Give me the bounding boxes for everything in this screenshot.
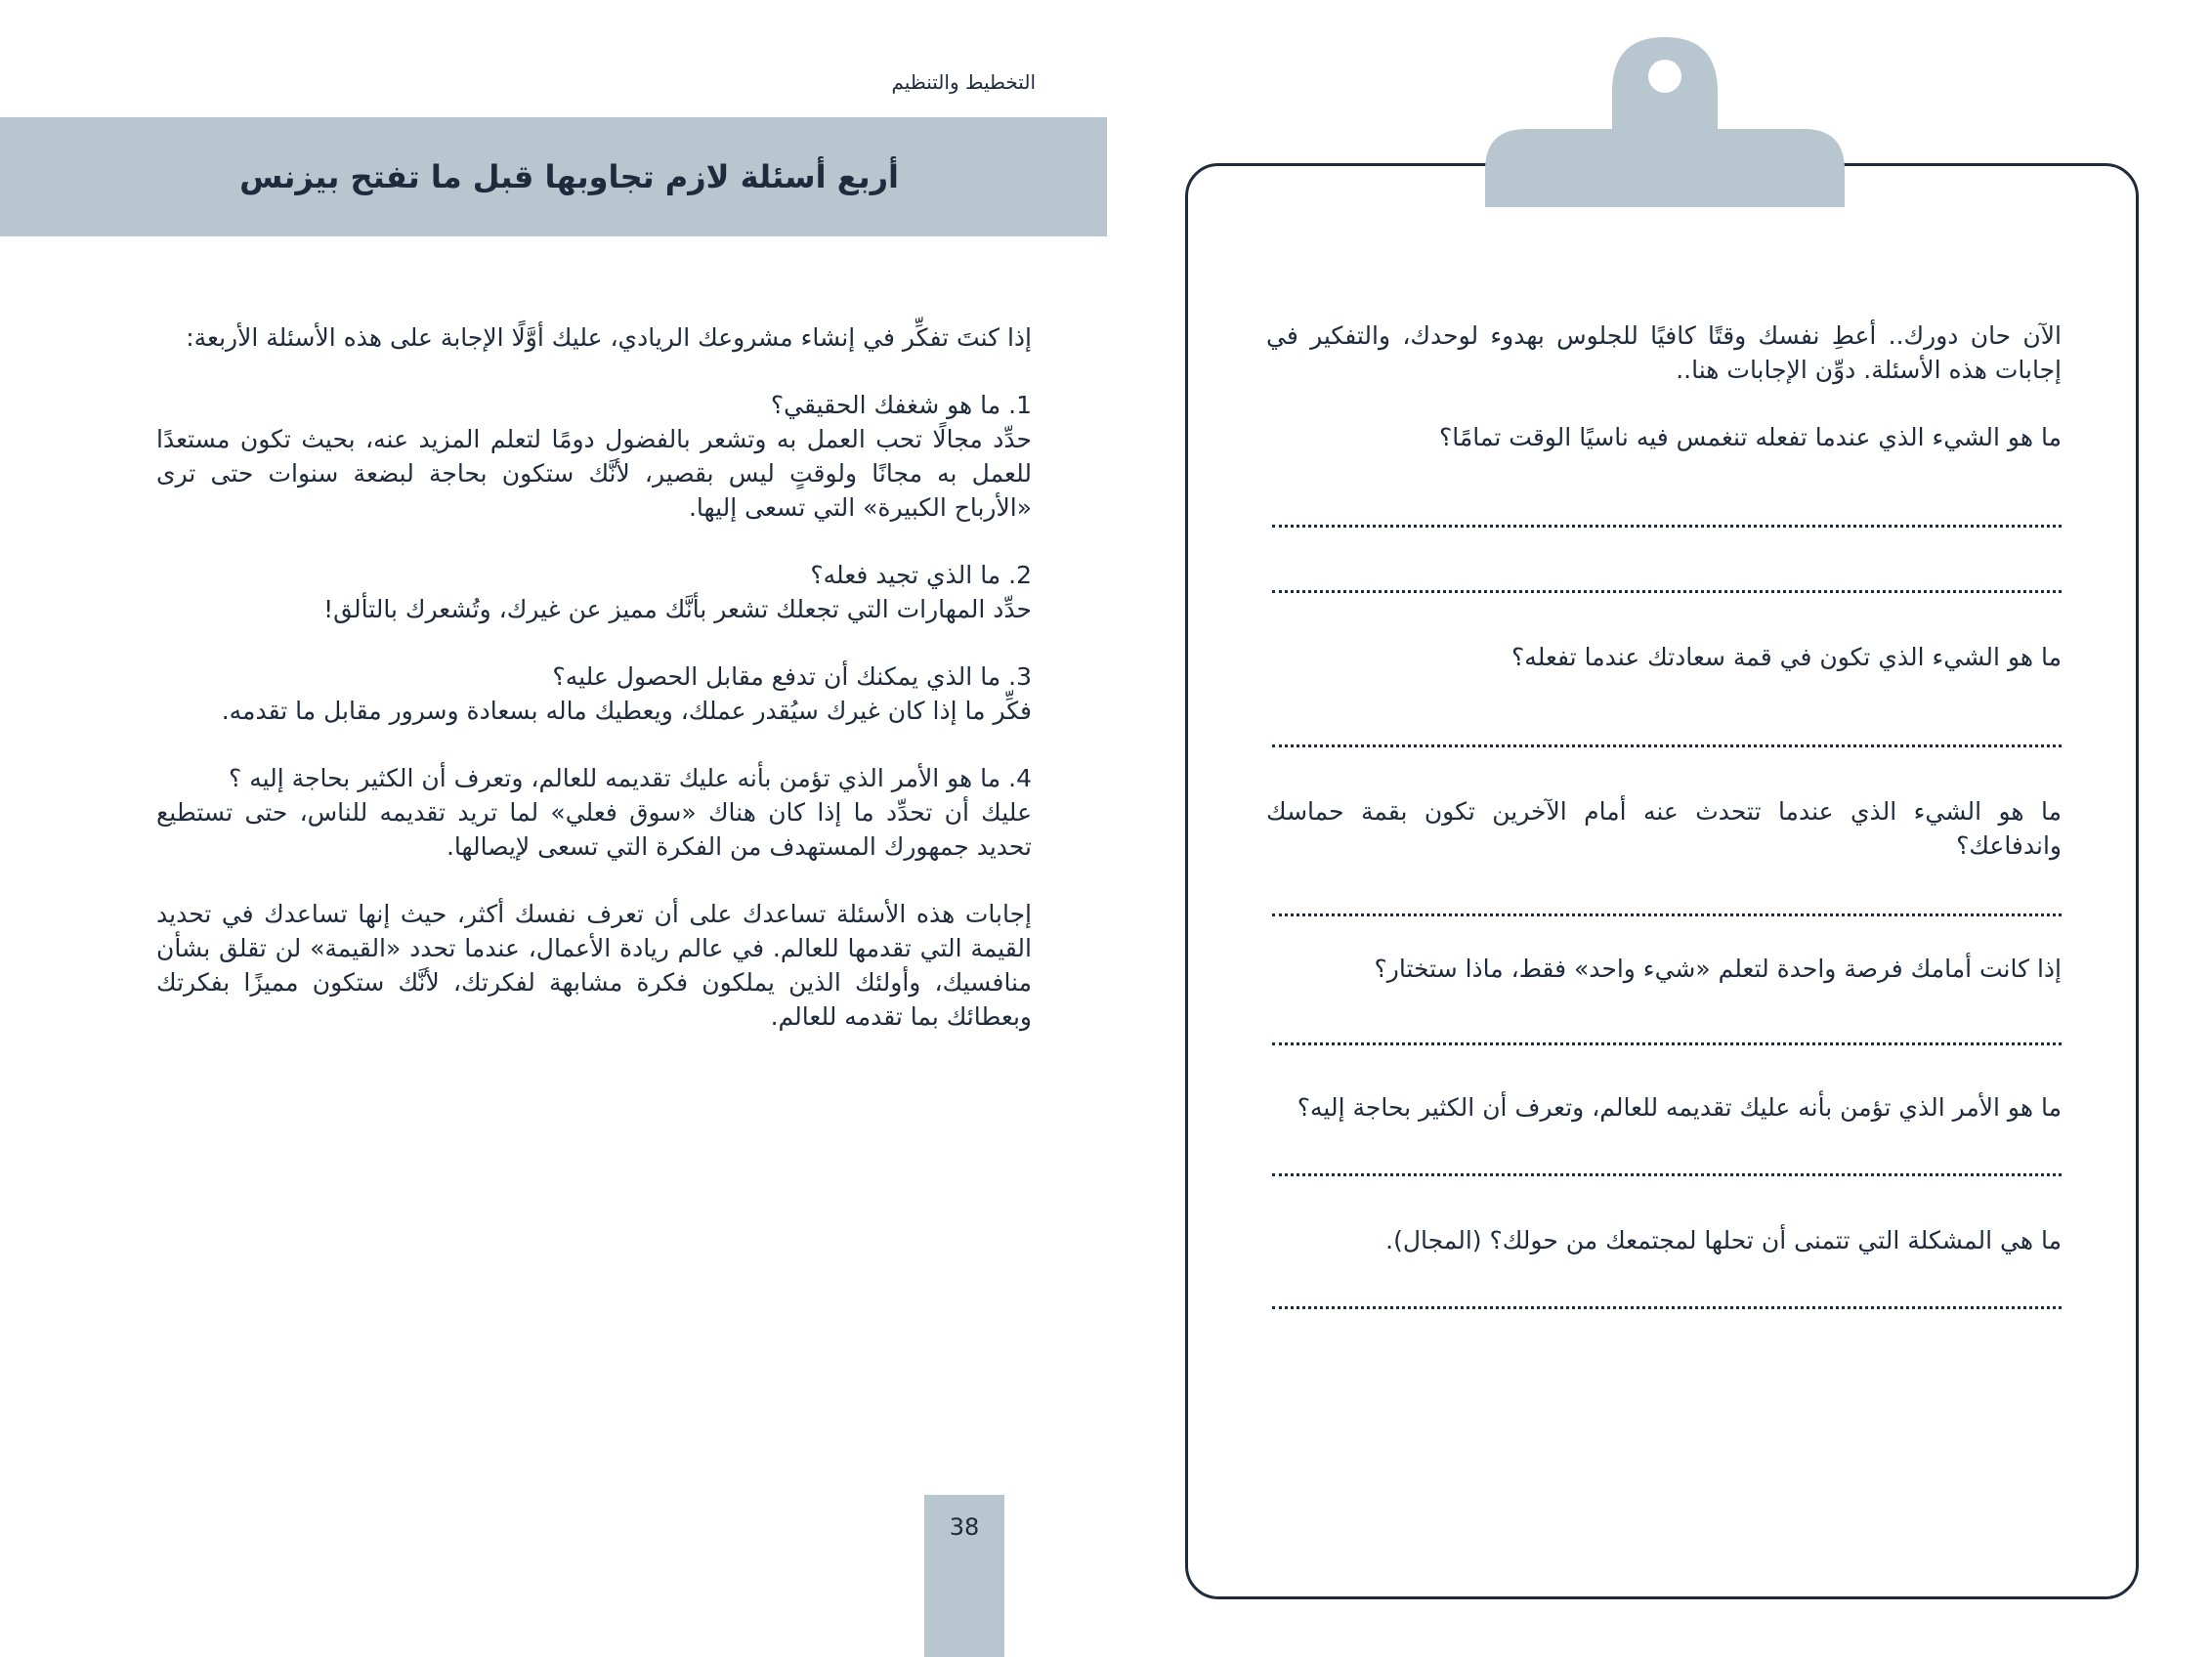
worksheet xyxy=(1266,319,2062,1309)
page-title: أربع أسئلة لازم تجاوبها قبل ما تفتح بيزنس xyxy=(239,158,899,195)
article-body xyxy=(156,320,1032,1067)
question-title-2: 2. ما الذي تجيد فعله؟ xyxy=(810,561,1032,589)
page-number: 38 xyxy=(924,1495,1004,1657)
title-band xyxy=(0,117,1107,236)
section-label: التخطيط والتنظيم xyxy=(891,70,1036,94)
question-body-1: حدِّد مجالًا تحب العمل به وتشعر بالفضول دومًا لتعلم المزيد عنه، بحيث تكون مستعدًا للعمل به مجانًا ولوقتٍ ليس بقصير، لأنَّك ستكون بحاجة لبضعة سنوات حتى ترى «الأرباح الكبيرة» التي تسعى إليها. xyxy=(156,425,1032,522)
answer-line-6[interactable] xyxy=(1272,1306,2062,1309)
answer-line-2[interactable] xyxy=(1272,744,2062,747)
question-body-2: حدِّد المهارات التي تجعلك تشعر بأنَّك مميز عن غيرك، وتُشعرك بالتألق! xyxy=(323,595,1032,623)
question-title-3: 3. ما الذي يمكنك أن تدفع مقابل الحصول عليه؟ xyxy=(552,662,1032,691)
answer-line-4[interactable] xyxy=(1272,1042,2062,1045)
intro-paragraph: إذا كنتَ تفكِّر في إنشاء مشروعك الريادي، عليك أوَّلًا الإجابة على هذه الأسئلة الأربعة: xyxy=(186,323,1032,352)
question-body-3: فكِّر ما إذا كان غيرك سيُقدر عملك، ويعطيك ماله بسعادة وسرور مقابل ما تقدمه. xyxy=(221,697,1032,725)
answer-line-1a[interactable] xyxy=(1272,525,2062,528)
question-block-3 xyxy=(156,659,1032,728)
question-block-1 xyxy=(156,388,1032,525)
clipboard-clip-icon xyxy=(1485,23,1845,207)
answer-line-1b[interactable] xyxy=(1272,590,2062,593)
question-body-4: عليك أن تحدِّد ما إذا كان هناك «سوق فعلي» لما تريد تقديمه للناس، حتى تستطيع تحديد جمهورك المستهدف من الفكرة التي تسعى لإيصالها. xyxy=(156,798,1032,861)
worksheet-question-5: ما هو الأمر الذي تؤمن بأنه عليك تقديمه للعالم، وتعرف أن الكثير بحاجة إليه؟ xyxy=(1297,1093,2062,1122)
worksheet-question-4: إذا كانت أمامك فرصة واحدة لتعلم «شيء واحد» فقط، ماذا ستختار؟ xyxy=(1374,955,2062,983)
worksheet-question-1: ما هو الشيء الذي عندما تفعله تنغمس فيه ناسيًا الوقت تمامًا؟ xyxy=(1439,423,2062,451)
worksheet-question-3: ما هو الشيء الذي عندما تتحدث عنه أمام الآخرين تكون بقمة حماسك واندفاعك؟ xyxy=(1266,797,2062,860)
answer-line-3[interactable] xyxy=(1272,913,2062,916)
worksheet-intro: الآن حان دورك.. أعطِ نفسك وقتًا كافيًا للجلوس بهدوء لوحدك، والتفكير في إجابات هذه الأسئلة. دوِّن الإجابات هنا.. xyxy=(1266,321,2062,384)
answer-line-5[interactable] xyxy=(1272,1173,2062,1176)
closing-paragraph: إجابات هذه الأسئلة تساعدك على أن تعرف نفسك أكثر، حيث إنها تساعدك في تحديد القيمة التي تقدمها للعالم. في عالم ريادة الأعمال، عندما تحدد «القيمة» لن تقلق بشأن منافسيك، وأولئك الذين يملكون فكرة مشابهة لفكرتك، لأنَّك ستكون مميزًا بفكرتك وبعطائك بما تقدمه للعالم. xyxy=(156,900,1032,1031)
question-title-4: 4. ما هو الأمر الذي تؤمن بأنه عليك تقديمه للعالم، وتعرف أن الكثير بحاجة إليه ؟ xyxy=(229,764,1032,792)
worksheet-question-2: ما هو الشيء الذي تكون في قمة سعادتك عندما تفعله؟ xyxy=(1511,643,2062,671)
question-block-4 xyxy=(156,761,1032,864)
worksheet-question-6: ما هي المشكلة التي تتمنى أن تحلها لمجتمعك من حولك؟ (المجال). xyxy=(1385,1226,2062,1254)
question-title-1: 1. ما هو شغفك الحقيقي؟ xyxy=(770,391,1032,419)
question-block-2 xyxy=(156,558,1032,626)
